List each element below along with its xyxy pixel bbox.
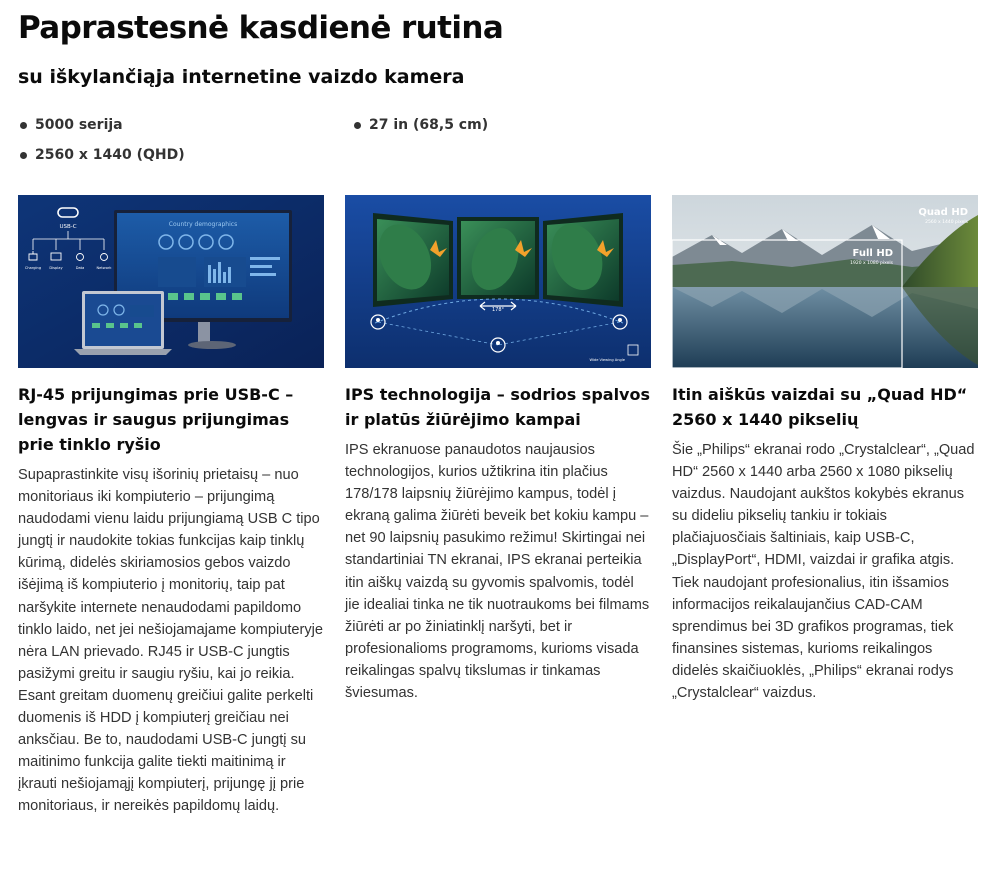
card-title-ips: IPS technologija – sodrios spalvos ir platūs žiūrėjimo kampai <box>345 385 650 429</box>
screen-title: Country demographics <box>168 221 238 228</box>
feature-card-usbc <box>18 195 324 818</box>
page-title: Paprastesnė kasdienė rutina <box>18 10 504 46</box>
spec-series <box>20 117 123 133</box>
bullet-icon <box>20 122 27 129</box>
qhd-res-label: 2560 x 1440 pixels <box>925 220 968 225</box>
card-body-qhd: Šie „Philips“ ekranai rodo „Crystalclear“, „Quad HD“ 2560 x 1440 arba 2560 x 1080 pikselių vaizdus. Naudojant aukštos kokybės ekranus su dideliu pikselių tankiu ir tokiais plačiajuosčiais šaltiniais, kaip USB-C, „DisplayPort“, HDMI, vaizdai ir grafika atgis. Tiek naudojant profesionalius, itin išsamios informacijos reikalaujančius CAD-CAM sprendimus bei 3D grafikos programas, tiek finansines sistemas, kurioms reikalingos didelės skaičiuoklės, „Philips“ ekranai rodys „Crystalclear“ vaizdus. <box>672 442 975 702</box>
qhd-label: Quad HD <box>918 207 968 218</box>
card-title-usbc: RJ-45 prijungimas prie USB-C – lengvas ir saugus prijungimas prie tinklo ryšio <box>18 385 294 454</box>
usbc-connectivity-image <box>18 195 324 368</box>
port-label-display: Display <box>49 266 63 270</box>
card-body-usbc: Supaprastinkite visų išorinių prietaisų – nuo monitoriaus iki kompiuterio – prijungimą naudodami vienu laidu prijungiamą USB C tipo jungtį ir naudokite tokias funkcijas kaip tinklų kūrimą, didelės skiriamosios gebos vaizdo išėjimą iš kompiuterio į monitorių, taip pat naršykite internete nenaudodami papildomo tinklo laido, net jei nešiojamajame kompiuteryje nėra LAN prievado. RJ45 ir USB-C jungtis pasižymi greitu ir saugiu ryšiu, kai jo reikia. Esant greitam duomenų greičiui galite perkelti duomenis iš HDD į kompiuterį greičiau nei anksčiau. Be to, naudodami USB-C jungtį su maitinimo funkcija galite tiekti maitinimą ir įkrauti nešiojamąjį kompiuterį, prijungę jį prie monitoriaus, ir nereikės papildomų laidų. <box>18 467 324 815</box>
feature-card-qhd <box>672 195 978 704</box>
port-label-charging: Charging <box>24 266 42 270</box>
qhd-landscape-image <box>672 195 978 368</box>
port-label-network: Network <box>96 266 112 270</box>
card-title-qhd: Itin aiškūs vaizdai su „Quad HD“ 2560 x 1440 pikselių <box>672 385 968 429</box>
corner-label: Wide Viewing Angle <box>589 358 625 362</box>
bullet-icon <box>20 152 27 159</box>
port-label-data: Data <box>75 266 85 270</box>
card-body-ips: IPS ekranuose panaudotos naujausios technologijos, kurios užtikrina itin plačius 178/178 laipsnių žiūrėjimo kampus, todėl į ekraną galima žiūrėti beveik bet kokiu kampu – net 90 laipsnių pasukimo režimu! Skirtingai nei standartiniai TN ekranai, IPS ekranai perteikia itin aiškų vaizdą su gyvomis spalvomis, todėl jie idealiai tinka ne tik nuotraukoms bei filmams žiūrėti ar po žiniatinklį naršyti, bet ir profesionalioms programoms, kurioms visada reikalingas spalvų tikslumas ir tinkamas šviesumas. <box>345 442 650 702</box>
spec-size <box>354 117 488 133</box>
usbc-label: USB-C <box>59 224 77 230</box>
spec-resolution <box>20 147 185 163</box>
bullet-icon <box>354 122 361 129</box>
fhd-res-label: 1920 x 1080 pixels <box>850 261 893 266</box>
fhd-label: Full HD <box>852 248 893 259</box>
ips-viewing-angle-image <box>345 195 651 368</box>
angle-label: 178° <box>491 307 505 313</box>
spec-series-label: 5000 serija <box>35 117 123 133</box>
spec-resolution-label: 2560 x 1440 (QHD) <box>35 147 185 163</box>
feature-card-ips <box>345 195 651 704</box>
page-subtitle: su iškylančiąja internetine vaizdo kamera <box>18 66 465 88</box>
spec-size-label: 27 in (68,5 cm) <box>369 117 489 133</box>
